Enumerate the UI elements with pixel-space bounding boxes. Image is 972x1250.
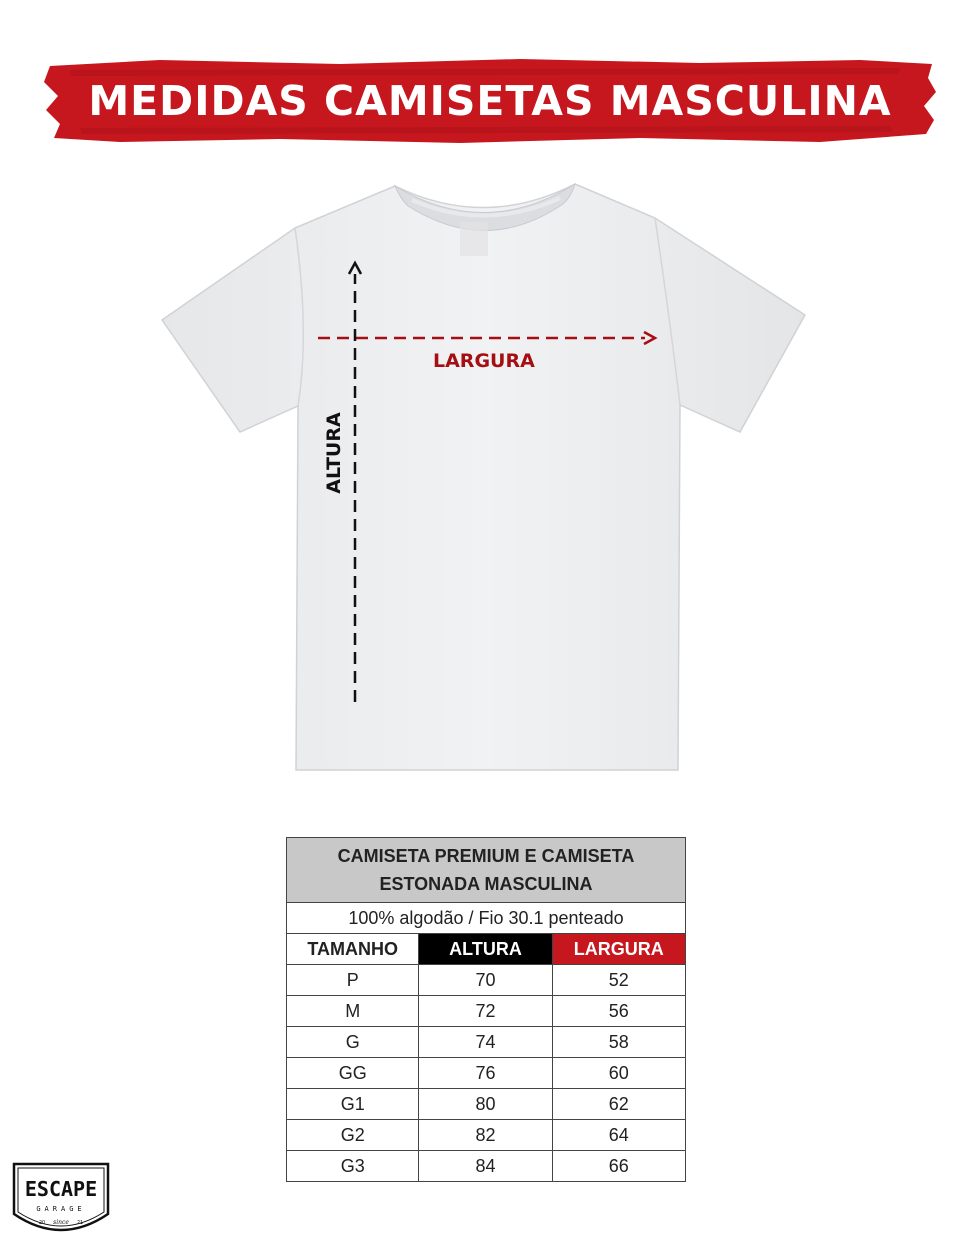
size-cell: G2 [287, 1120, 419, 1151]
logo-year-right: 21 [76, 1220, 84, 1226]
table-title-line1: CAMISETA PREMIUM E CAMISETA [337, 846, 635, 866]
width-cell: 64 [552, 1120, 685, 1151]
height-cell: 74 [419, 1027, 552, 1058]
logo-text-since: since [53, 1219, 69, 1226]
width-cell: 52 [552, 965, 685, 996]
height-cell: 70 [419, 965, 552, 996]
table-subtitle: 100% algodão / Fio 30.1 penteado [287, 903, 686, 934]
table-title-line2: ESTONADA MASCULINA [379, 874, 593, 894]
height-cell: 76 [419, 1058, 552, 1089]
table-row [287, 1120, 686, 1151]
width-cell: 66 [552, 1151, 685, 1182]
column-header-altura: ALTURA [419, 934, 552, 965]
column-header-tamanho: TAMANHO [287, 934, 419, 965]
logo-text-escape: ESCAPE [24, 1177, 98, 1201]
page-title: MEDIDAS CAMISETAS MASCULINA [88, 77, 892, 125]
height-cell: 72 [419, 996, 552, 1027]
size-cell: GG [287, 1058, 419, 1089]
table-row [287, 1089, 686, 1120]
width-cell: 62 [552, 1089, 685, 1120]
height-cell: 82 [419, 1120, 552, 1151]
height-cell: 84 [419, 1151, 552, 1182]
width-cell: 56 [552, 996, 685, 1027]
table-row [287, 1027, 686, 1058]
column-header-largura: LARGURA [552, 934, 685, 965]
tshirt-illustration [150, 170, 820, 780]
table-row [287, 1151, 686, 1182]
size-cell: M [287, 996, 419, 1027]
logo-text-garage: GARAGE [36, 1205, 86, 1213]
size-cell: G3 [287, 1151, 419, 1182]
table-subtitle-row [287, 903, 686, 934]
width-cell: 60 [552, 1058, 685, 1089]
escape-garage-logo [12, 1162, 110, 1240]
height-cell: 80 [419, 1089, 552, 1120]
width-label: LARGURA [433, 350, 535, 372]
table-row [287, 996, 686, 1027]
tshirt-diagram [150, 170, 820, 780]
logo-badge-icon [12, 1162, 110, 1240]
table-title-row [287, 838, 686, 903]
table-title [287, 838, 686, 903]
size-table [286, 837, 686, 1182]
table-header-row [287, 934, 686, 965]
size-cell: P [287, 965, 419, 996]
width-cell: 58 [552, 1027, 685, 1058]
logo-year-left: 20 [38, 1220, 46, 1226]
table-row [287, 1058, 686, 1089]
table-row [287, 965, 686, 996]
height-label: ALTURA [323, 412, 345, 494]
header-banner [40, 58, 940, 144]
size-cell: G1 [287, 1089, 419, 1120]
size-cell: G [287, 1027, 419, 1058]
